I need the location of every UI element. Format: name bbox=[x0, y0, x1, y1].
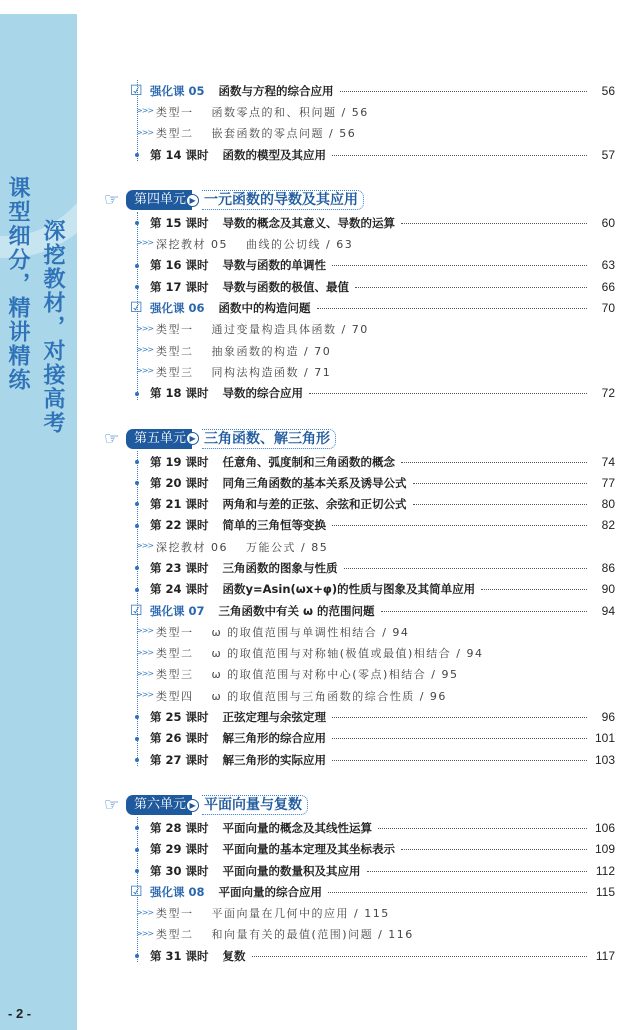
toc-lesson[interactable] bbox=[100, 144, 615, 165]
toc-lesson[interactable] bbox=[100, 728, 615, 749]
triple-chevron-icon: >>> bbox=[136, 238, 154, 248]
triple-chevron-icon: >>> bbox=[136, 344, 154, 354]
entry-label: 类型二 bbox=[156, 344, 194, 358]
entry-title: 平面向量的概念及其线性运算 bbox=[222, 820, 373, 835]
toc-strengthen-lesson[interactable] bbox=[100, 80, 615, 101]
page-ref: 77 bbox=[601, 475, 615, 490]
row-marker bbox=[100, 664, 154, 685]
entry-label: 第 31 课时 bbox=[150, 948, 209, 963]
entry-label: 强化课 06 bbox=[150, 301, 205, 316]
slogan-1: 课型细分，精讲精练 bbox=[5, 176, 30, 392]
entry-title: ω 的取值范围与三角函数的综合性质 / 96 bbox=[211, 689, 447, 703]
dot-leader bbox=[332, 759, 587, 761]
row-marker bbox=[100, 924, 154, 945]
entry-label: 第 24 课时 bbox=[150, 582, 209, 597]
pointing-hand-icon: ☞ bbox=[104, 428, 120, 449]
entry-title: 导数与函数的极值、最值 bbox=[222, 279, 350, 294]
row-marker bbox=[100, 903, 154, 924]
dot-leader bbox=[413, 503, 587, 505]
dot-leader bbox=[355, 286, 587, 288]
entry-title: 抽象函数的构造 / 70 bbox=[211, 344, 332, 358]
pointing-hand-icon: ☞ bbox=[104, 795, 120, 816]
dot-leader bbox=[413, 482, 587, 484]
triple-chevron-icon: >>> bbox=[136, 323, 154, 333]
bullet-dot-icon bbox=[100, 817, 150, 838]
entry-title: ω 的取值范围与对称中心(零点)相结合 / 95 bbox=[211, 668, 459, 682]
entry-label: 第 25 课时 bbox=[150, 710, 209, 725]
entry-title: 平面向量的基本定理及其坐标表示 bbox=[222, 842, 396, 857]
toc-lesson[interactable] bbox=[100, 706, 615, 727]
bullet-dot-icon bbox=[100, 493, 150, 514]
dot-leader bbox=[381, 610, 587, 612]
row-marker bbox=[100, 621, 154, 642]
entry-label: 第 15 课时 bbox=[150, 215, 209, 230]
page-ref: 94 bbox=[601, 603, 615, 618]
bullet-dot-icon bbox=[100, 945, 150, 966]
bullet-dot-icon bbox=[100, 255, 150, 276]
row-marker bbox=[100, 101, 154, 122]
bullet-dot-icon bbox=[100, 839, 150, 860]
checkbox-icon: ☑ bbox=[130, 602, 143, 619]
toc-subitem[interactable] bbox=[100, 536, 615, 557]
toc-subitem[interactable] bbox=[100, 319, 615, 340]
triple-chevron-icon: >>> bbox=[136, 127, 154, 137]
toc-subitem[interactable] bbox=[100, 685, 615, 706]
page-ref: 96 bbox=[601, 710, 615, 725]
entry-title: 万能公式 / 85 bbox=[246, 540, 329, 554]
page-ref: 106 bbox=[594, 820, 615, 835]
triple-chevron-icon: >>> bbox=[136, 647, 154, 657]
dot-leader bbox=[401, 848, 587, 850]
toc-subitem[interactable] bbox=[100, 101, 615, 122]
entry-label: 深挖教材 06 bbox=[156, 540, 228, 554]
triple-chevron-icon: >>> bbox=[136, 106, 154, 116]
page-ref: 74 bbox=[601, 454, 615, 469]
dot-leader bbox=[332, 737, 587, 739]
entry-title: 导数的概念及其意义、导数的运算 bbox=[222, 215, 396, 230]
toc-lesson[interactable] bbox=[100, 860, 615, 881]
row-marker bbox=[100, 340, 154, 361]
entry-label: 强化课 08 bbox=[150, 884, 205, 899]
page-ref: 117 bbox=[595, 948, 615, 963]
page-ref: 80 bbox=[601, 497, 615, 512]
row-marker bbox=[100, 536, 154, 557]
entry-title: 两角和与差的正弦、余弦和正切公式 bbox=[222, 497, 407, 512]
bullet-dot-icon bbox=[100, 860, 150, 881]
page-ref: 70 bbox=[601, 301, 615, 316]
entry-label: 深挖教材 05 bbox=[156, 238, 228, 252]
toc-subitem[interactable] bbox=[100, 233, 615, 254]
entry-label: 第 19 课时 bbox=[150, 454, 209, 469]
unit-header bbox=[100, 427, 615, 451]
entry-label: 类型三 bbox=[156, 668, 194, 682]
dot-leader bbox=[317, 307, 587, 309]
entry-title: ω 的取值范围与单调性相结合 / 94 bbox=[211, 625, 410, 639]
bullet-dot-icon bbox=[100, 472, 150, 493]
page-ref: 101 bbox=[594, 731, 615, 746]
entry-title: 导数与函数的单调性 bbox=[222, 258, 327, 273]
entry-label: 类型一 bbox=[156, 625, 194, 639]
triple-chevron-icon: >>> bbox=[136, 668, 154, 678]
dot-leader bbox=[252, 955, 587, 957]
triple-chevron-icon: >>> bbox=[136, 626, 154, 636]
toc-lesson[interactable] bbox=[100, 817, 615, 838]
entry-title: 平面向量的综合应用 bbox=[218, 884, 323, 899]
unit-label: 第六单元 bbox=[126, 795, 192, 815]
bullet-dot-icon bbox=[100, 276, 150, 297]
entry-title: ω 的取值范围与对称轴(极值或最值)相结合 / 94 bbox=[211, 647, 484, 661]
row-marker bbox=[100, 685, 154, 706]
toc-lesson[interactable] bbox=[100, 579, 615, 600]
bullet-dot-icon bbox=[100, 144, 150, 165]
row-marker bbox=[100, 881, 143, 902]
row-marker bbox=[100, 643, 154, 664]
toc-strengthen-lesson[interactable] bbox=[100, 600, 615, 621]
bullet-dot-icon bbox=[100, 749, 150, 770]
dot-leader bbox=[481, 588, 587, 590]
row-marker bbox=[100, 361, 154, 382]
page-ref: 109 bbox=[594, 842, 615, 857]
toc-strengthen-lesson[interactable] bbox=[100, 297, 615, 318]
dot-leader bbox=[309, 392, 587, 394]
triple-chevron-icon: >>> bbox=[136, 366, 154, 376]
entry-label: 类型一 bbox=[156, 907, 194, 921]
toc-subitem[interactable] bbox=[100, 340, 615, 361]
toc-lesson[interactable] bbox=[100, 255, 615, 276]
row-marker bbox=[100, 297, 143, 318]
entry-title: 函数与方程的综合应用 bbox=[218, 83, 334, 98]
dot-leader bbox=[340, 90, 587, 92]
entry-title: 函数y=Asin(ωx+φ)的性质与图象及其简单应用 bbox=[222, 582, 476, 597]
unit-title: 三角函数、解三角形 bbox=[202, 429, 336, 449]
entry-title: 平面向量的数量积及其应用 bbox=[222, 863, 361, 878]
entry-label: 类型二 bbox=[156, 647, 194, 661]
toc-strengthen-lesson[interactable] bbox=[100, 881, 615, 902]
entry-title: 平面向量在几何中的应用 / 115 bbox=[211, 907, 390, 921]
entry-title: 正弦定理与余弦定理 bbox=[222, 710, 327, 725]
row-marker bbox=[100, 319, 154, 340]
entry-label: 第 17 课时 bbox=[150, 279, 209, 294]
entry-label: 第 16 课时 bbox=[150, 258, 209, 273]
entry-title: 和向量有关的最值(范围)问题 / 116 bbox=[211, 928, 414, 942]
dot-leader bbox=[367, 870, 587, 872]
dot-leader bbox=[378, 827, 587, 829]
page-number: - 2 - bbox=[8, 1006, 32, 1021]
checkbox-icon: ☑ bbox=[130, 884, 143, 901]
triple-chevron-icon: >>> bbox=[136, 690, 154, 700]
dot-leader bbox=[332, 716, 587, 718]
entry-title: 同构法构造函数 / 71 bbox=[211, 365, 332, 379]
toc-lesson[interactable] bbox=[100, 383, 615, 404]
bullet-dot-icon bbox=[100, 579, 150, 600]
unit-label: 第四单元 bbox=[126, 190, 192, 210]
entry-label: 第 29 课时 bbox=[150, 842, 209, 857]
toc-lesson[interactable] bbox=[100, 839, 615, 860]
toc-section bbox=[100, 427, 615, 770]
dot-leader bbox=[344, 567, 587, 569]
entry-label: 强化课 07 bbox=[150, 603, 205, 618]
row-marker bbox=[100, 233, 154, 254]
toc-section bbox=[100, 188, 615, 404]
entry-label: 类型三 bbox=[156, 365, 194, 379]
entry-title: 三角函数的图象与性质 bbox=[222, 560, 338, 575]
page-ref: 63 bbox=[601, 258, 615, 273]
page-ref: 56 bbox=[601, 83, 615, 98]
triple-chevron-icon: >>> bbox=[136, 928, 154, 938]
entry-title: 函数的模型及其应用 bbox=[222, 147, 327, 162]
page-ref: 103 bbox=[594, 752, 615, 767]
page-ref: 82 bbox=[601, 518, 615, 533]
toc-subitem[interactable] bbox=[100, 123, 615, 144]
toc-subitem[interactable] bbox=[100, 361, 615, 382]
toc-subitem[interactable] bbox=[100, 924, 615, 945]
entry-label: 类型二 bbox=[156, 127, 194, 141]
bullet-dot-icon bbox=[100, 728, 150, 749]
toc-lesson[interactable] bbox=[100, 472, 615, 493]
bullet-dot-icon bbox=[100, 557, 150, 578]
entry-label: 第 23 课时 bbox=[150, 560, 209, 575]
toc-lesson[interactable] bbox=[100, 557, 615, 578]
checkbox-icon: ☑ bbox=[130, 300, 143, 317]
checkbox-icon: ☑ bbox=[130, 83, 143, 99]
entry-title: 通过变量构造具体函数 / 70 bbox=[211, 323, 369, 337]
entry-title: 函数零点的和、积问题 / 56 bbox=[211, 105, 369, 119]
entry-label: 第 26 课时 bbox=[150, 731, 209, 746]
entry-label: 类型一 bbox=[156, 323, 194, 337]
toc-lesson[interactable] bbox=[100, 212, 615, 233]
toc-subitem[interactable] bbox=[100, 664, 615, 685]
page-ref: 86 bbox=[601, 560, 615, 575]
row-marker bbox=[100, 80, 143, 101]
slogan-2: 深挖教材，对接高考 bbox=[40, 219, 65, 435]
toc-lesson[interactable] bbox=[100, 945, 615, 966]
unit-title: 平面向量与复数 bbox=[202, 795, 308, 815]
entry-title: 嵌套函数的零点问题 / 56 bbox=[211, 127, 357, 141]
bullet-dot-icon bbox=[100, 383, 150, 404]
toc-subitem[interactable] bbox=[100, 643, 615, 664]
table-of-contents bbox=[100, 80, 615, 989]
toc-lesson[interactable] bbox=[100, 276, 615, 297]
toc-subitem[interactable] bbox=[100, 621, 615, 642]
entry-label: 类型一 bbox=[156, 105, 194, 119]
entry-title: 同角三角函数的基本关系及诱导公式 bbox=[222, 475, 407, 490]
entry-label: 第 21 课时 bbox=[150, 497, 209, 512]
bullet-dot-icon bbox=[100, 706, 150, 727]
dot-leader bbox=[328, 891, 587, 893]
entry-title: 导数的综合应用 bbox=[222, 386, 304, 401]
arrow-circle-icon: ▶ bbox=[186, 799, 199, 812]
page-ref: 90 bbox=[601, 582, 615, 597]
page-ref: 66 bbox=[601, 279, 615, 294]
entry-title: 复数 bbox=[222, 948, 246, 963]
page-ref: 115 bbox=[595, 884, 615, 899]
unit-header bbox=[100, 188, 615, 212]
toc-lesson[interactable] bbox=[100, 515, 615, 536]
page-ref: 57 bbox=[601, 147, 615, 162]
entry-label: 第 28 课时 bbox=[150, 820, 209, 835]
arrow-circle-icon: ▶ bbox=[186, 432, 199, 445]
toc-section bbox=[100, 793, 615, 966]
entry-label: 第 14 课时 bbox=[150, 147, 209, 162]
dot-leader bbox=[332, 154, 587, 156]
entry-title: 简单的三角恒等变换 bbox=[222, 518, 327, 533]
arrow-circle-icon: ▶ bbox=[186, 194, 199, 207]
toc-subitem[interactable] bbox=[100, 903, 615, 924]
row-marker bbox=[100, 123, 154, 144]
toc-lesson[interactable] bbox=[100, 749, 615, 770]
page-ref: 112 bbox=[595, 863, 615, 878]
unit-title: 一元函数的导数及其应用 bbox=[202, 190, 364, 210]
entry-label: 第 22 课时 bbox=[150, 518, 209, 533]
entry-title: 三角函数中有关 ω 的范围问题 bbox=[218, 603, 375, 618]
entry-label: 第 30 课时 bbox=[150, 863, 209, 878]
dot-leader bbox=[332, 524, 587, 526]
entry-title: 曲线的公切线 / 63 bbox=[246, 238, 354, 252]
page-ref: 72 bbox=[601, 386, 615, 401]
entry-title: 函数中的构造问题 bbox=[218, 301, 311, 316]
toc-section bbox=[100, 80, 615, 165]
toc-lesson[interactable] bbox=[100, 451, 615, 472]
pointing-hand-icon: ☞ bbox=[104, 190, 120, 211]
bullet-dot-icon bbox=[100, 212, 150, 233]
bullet-dot-icon bbox=[100, 515, 150, 536]
entry-title: 解三角形的实际应用 bbox=[222, 752, 327, 767]
unit-header bbox=[100, 793, 615, 817]
entry-title: 任意角、弧度制和三角函数的概念 bbox=[222, 454, 396, 469]
row-marker bbox=[100, 600, 143, 621]
dot-leader bbox=[332, 264, 587, 266]
dot-leader bbox=[401, 222, 587, 224]
entry-title: 解三角形的综合应用 bbox=[222, 731, 327, 746]
entry-label: 第 20 课时 bbox=[150, 475, 209, 490]
triple-chevron-icon: >>> bbox=[136, 907, 154, 917]
unit-label: 第五单元 bbox=[126, 429, 192, 449]
entry-label: 强化课 05 bbox=[150, 83, 205, 98]
entry-label: 第 27 课时 bbox=[150, 752, 209, 767]
page-ref: 60 bbox=[601, 215, 615, 230]
toc-lesson[interactable] bbox=[100, 493, 615, 514]
sidebar-band bbox=[0, 14, 77, 1030]
dot-leader bbox=[401, 461, 587, 463]
entry-label: 第 18 课时 bbox=[150, 386, 209, 401]
entry-label: 类型二 bbox=[156, 928, 194, 942]
triple-chevron-icon: >>> bbox=[136, 541, 154, 551]
entry-label: 类型四 bbox=[156, 689, 194, 703]
bullet-dot-icon bbox=[100, 451, 150, 472]
